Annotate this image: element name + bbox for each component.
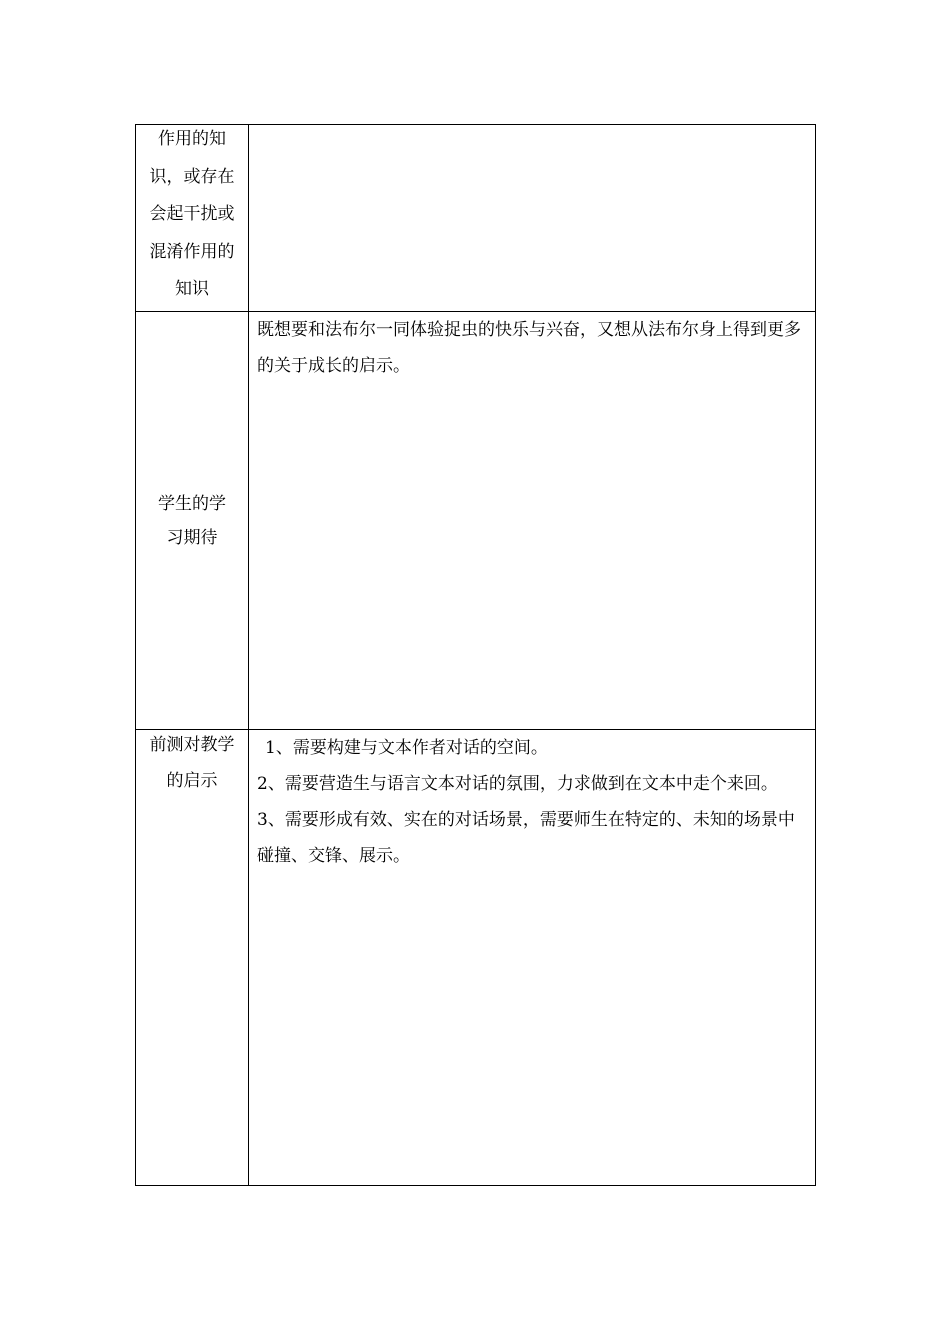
row-label: 学生的学习期待	[158, 493, 226, 548]
row-label-cell	[136, 730, 249, 1185]
content-paragraph: 2、需要营造生与语言文本对话的氛围，力求做到在文本中走个来回。	[257, 774, 778, 794]
table-row	[136, 730, 815, 1185]
document-table	[135, 124, 816, 1186]
row-content-cell	[249, 730, 815, 1185]
row-content-cell	[249, 125, 815, 311]
row-label-cell	[136, 312, 249, 729]
row-content-cell	[249, 312, 815, 729]
content-paragraph: 既想要和法布尔一同体验捉虫的快乐与兴奋，又想从法布尔身上得到更多的关于成长的启示。	[257, 320, 801, 376]
row-label: 前测对教学的启示	[149, 735, 235, 791]
content-paragraph: 3、需要形成有效、实在的对话场景，需要师生在特定的、未知的场景中碰撞、交锋、展示。	[257, 810, 795, 866]
content-paragraph: 1、需要构建与文本作者对话的空间。	[265, 738, 548, 758]
row-label-cell	[136, 125, 249, 311]
row-label: 作用的知识，或存在会起干扰或混淆作用的知识	[149, 129, 235, 299]
table-row	[136, 125, 815, 312]
table-row	[136, 312, 815, 730]
